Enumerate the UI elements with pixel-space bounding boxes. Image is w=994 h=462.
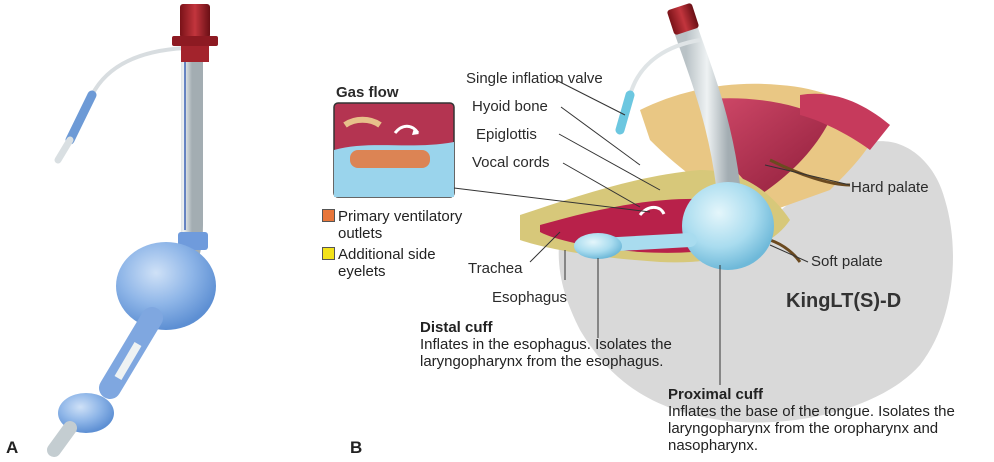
label-hard-palate: Hard palate	[851, 179, 929, 196]
label-inflation-valve: Single inflation valve	[466, 70, 603, 87]
inset-title: Gas flow	[336, 84, 399, 101]
label-hyoid-bone: Hyoid bone	[472, 98, 548, 115]
label-soft-palate: Soft palate	[811, 253, 883, 270]
label-trachea: Trachea	[468, 260, 523, 277]
distal-cuff-title: Distal cuff	[420, 319, 493, 336]
label-epiglottis: Epiglottis	[476, 126, 537, 143]
proximal-cuff-title: Proximal cuff	[668, 386, 764, 403]
legend-label: Primary ventilatory	[338, 208, 463, 225]
legend-label-cont: eyelets	[338, 263, 386, 280]
distal-cuff-line1: Inflates in the esophagus. Isolates the	[420, 336, 672, 353]
device-brand-label: KingLT(S)-D	[786, 290, 902, 312]
legend-item-primary-outlets	[322, 208, 462, 242]
legend-label-cont: outlets	[338, 225, 383, 242]
legend-item-side-eyelets	[322, 246, 436, 280]
label-esophagus: Esophagus	[492, 289, 568, 306]
distal-cuff-caption	[420, 319, 672, 370]
proximal-cuff-line1: Inflates the base of the tongue. Isolates the	[668, 403, 955, 420]
legend-label: Additional side	[338, 246, 436, 263]
device-photo	[54, 4, 218, 450]
proximal-cuff-line2: laryngopharynx from the oropharynx and	[668, 420, 939, 437]
panel-label-b: B	[350, 438, 363, 457]
gas-flow-inset	[334, 103, 454, 197]
yellow-swatch-icon	[322, 247, 335, 260]
distal-cuff-line2: laryngopharynx from the esophagus.	[420, 353, 664, 370]
orange-swatch-icon	[322, 209, 335, 222]
proximal-cuff-line3: nasopharynx.	[668, 437, 759, 454]
label-vocal-cords: Vocal cords	[472, 154, 550, 171]
panel-label-a: A	[6, 438, 19, 457]
proximal-cuff-caption	[668, 386, 955, 454]
